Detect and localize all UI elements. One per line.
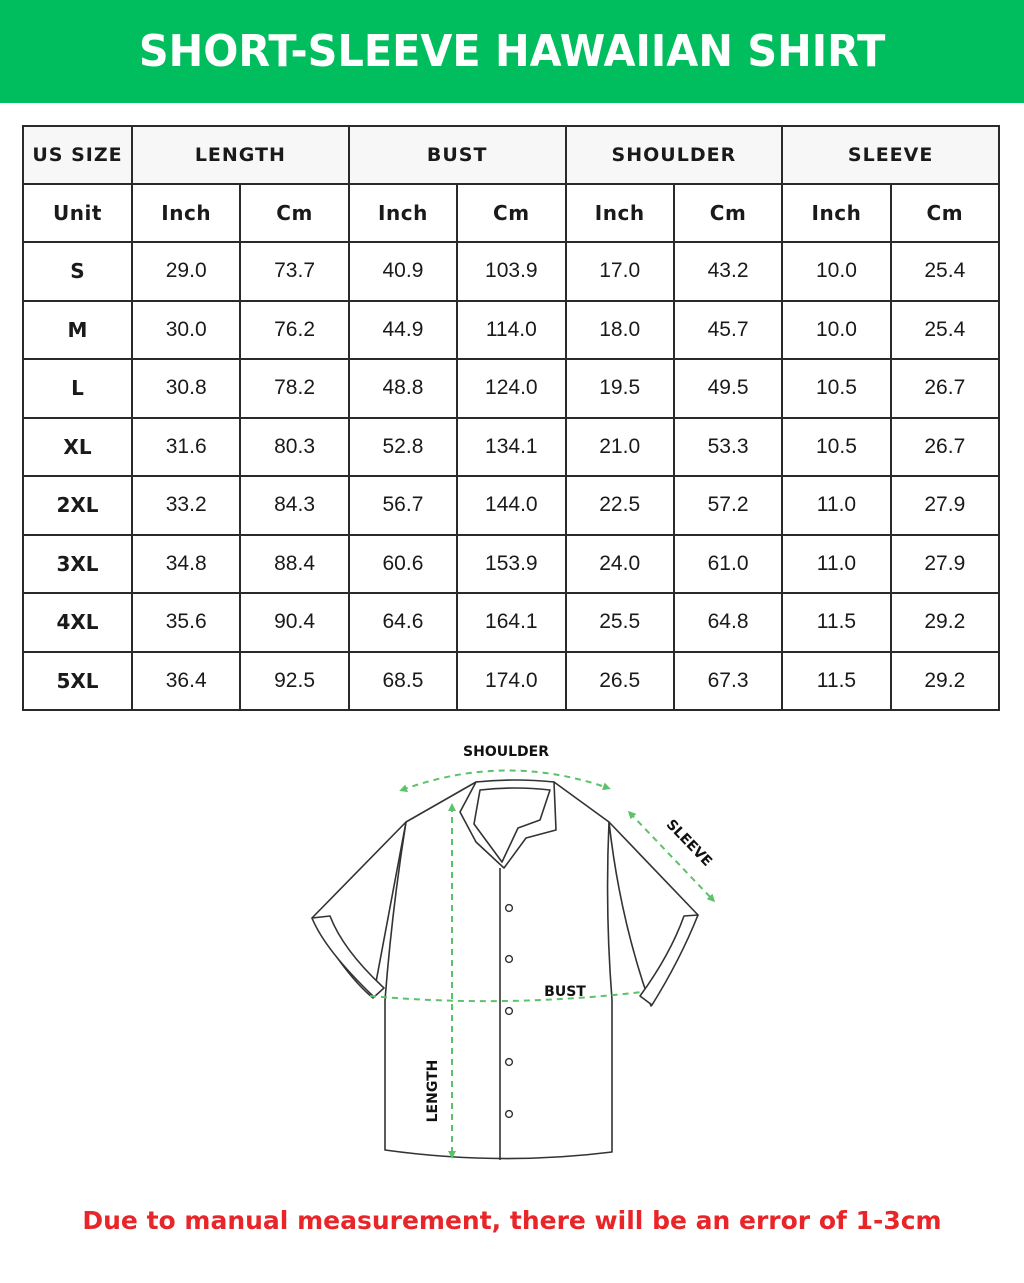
group-header-shoulder: SHOULDER	[566, 126, 783, 184]
measurement-value: 103.9	[457, 242, 565, 301]
unit-header-row	[23, 184, 999, 242]
measurement-value: 11.0	[782, 476, 890, 535]
group-header-bust: BUST	[349, 126, 566, 184]
measurement-value: 124.0	[457, 359, 565, 418]
size-row	[23, 418, 999, 477]
measurement-value: 56.7	[349, 476, 457, 535]
title-banner	[0, 0, 1024, 103]
measurement-value: 27.9	[891, 535, 999, 594]
measurement-value: 44.9	[349, 301, 457, 360]
measurement-value: 10.5	[782, 359, 890, 418]
measurement-value: 64.8	[674, 593, 782, 652]
measurement-value: 26.7	[891, 418, 999, 477]
measurement-value: 10.0	[782, 301, 890, 360]
measurement-value: 31.6	[132, 418, 240, 477]
measurement-value: 26.7	[891, 359, 999, 418]
measurement-value: 90.4	[240, 593, 348, 652]
measurement-value: 134.1	[457, 418, 565, 477]
measurement-value: 25.5	[566, 593, 674, 652]
shirt-button	[506, 905, 513, 912]
size-row	[23, 301, 999, 360]
shirt-button	[506, 956, 513, 963]
measurement-value: 76.2	[240, 301, 348, 360]
measurement-value: 52.8	[349, 418, 457, 477]
unit-header: Inch	[566, 184, 674, 242]
measurement-value: 11.5	[782, 593, 890, 652]
size-header: US SIZE	[23, 126, 132, 184]
measurement-value: 164.1	[457, 593, 565, 652]
size-row	[23, 242, 999, 301]
measurement-value: 29.2	[891, 652, 999, 711]
measurement-value: 29.0	[132, 242, 240, 301]
measurement-value: 45.7	[674, 301, 782, 360]
size-label: 3XL	[23, 535, 132, 594]
group-header-sleeve: SLEEVE	[782, 126, 999, 184]
shirt-measurement-diagram	[0, 720, 1024, 1190]
size-row	[23, 359, 999, 418]
unit-header: Cm	[674, 184, 782, 242]
group-header-row	[23, 126, 999, 184]
size-row	[23, 593, 999, 652]
measurement-value: 60.6	[349, 535, 457, 594]
measurement-value: 174.0	[457, 652, 565, 711]
measurement-value: 68.5	[349, 652, 457, 711]
shirt-button	[506, 1059, 513, 1066]
measurement-value: 19.5	[566, 359, 674, 418]
measurement-value: 43.2	[674, 242, 782, 301]
measurement-value: 25.4	[891, 242, 999, 301]
measurement-value: 153.9	[457, 535, 565, 594]
measurement-value: 29.2	[891, 593, 999, 652]
measurement-value: 67.3	[674, 652, 782, 711]
size-label: 4XL	[23, 593, 132, 652]
measurement-value: 40.9	[349, 242, 457, 301]
measurement-value: 73.7	[240, 242, 348, 301]
size-label: 2XL	[23, 476, 132, 535]
unit-header: Cm	[457, 184, 565, 242]
measurement-value: 53.3	[674, 418, 782, 477]
size-chart-table	[22, 125, 1000, 711]
measurement-value: 61.0	[674, 535, 782, 594]
unit-header: Inch	[349, 184, 457, 242]
measurement-value: 18.0	[566, 301, 674, 360]
group-header-length: LENGTH	[132, 126, 349, 184]
unit-header: Cm	[891, 184, 999, 242]
measurement-value: 10.0	[782, 242, 890, 301]
shirt-button	[506, 1111, 513, 1118]
measurement-error-note: Due to manual measurement, there will be an error of 1-3cm	[82, 1206, 942, 1235]
measurement-value: 36.4	[132, 652, 240, 711]
measurement-value: 30.8	[132, 359, 240, 418]
unit-header: Cm	[240, 184, 348, 242]
size-label: 5XL	[23, 652, 132, 711]
measurement-value: 25.4	[891, 301, 999, 360]
size-label: XL	[23, 418, 132, 477]
measurement-value: 33.2	[132, 476, 240, 535]
measurement-value: 80.3	[240, 418, 348, 477]
measurement-value: 57.2	[674, 476, 782, 535]
measurement-value: 22.5	[566, 476, 674, 535]
unit-label: Unit	[23, 184, 132, 242]
unit-header: Inch	[132, 184, 240, 242]
measurement-value: 24.0	[566, 535, 674, 594]
measurement-value: 27.9	[891, 476, 999, 535]
shoulder-label: SHOULDER	[463, 744, 549, 760]
size-label: M	[23, 301, 132, 360]
measurement-value: 10.5	[782, 418, 890, 477]
shirt-outline	[312, 780, 698, 1160]
measurement-value: 114.0	[457, 301, 565, 360]
measurement-value: 11.0	[782, 535, 890, 594]
measurement-value: 92.5	[240, 652, 348, 711]
measurement-value: 26.5	[566, 652, 674, 711]
measurement-value: 144.0	[457, 476, 565, 535]
measurement-value: 84.3	[240, 476, 348, 535]
measurement-value: 17.0	[566, 242, 674, 301]
size-label: L	[23, 359, 132, 418]
page-title: SHORT-SLEEVE HAWAIIAN SHIRT	[138, 26, 886, 77]
measurement-value: 30.0	[132, 301, 240, 360]
measurement-value: 11.5	[782, 652, 890, 711]
measurement-value: 34.8	[132, 535, 240, 594]
size-row	[23, 652, 999, 711]
measurement-value: 48.8	[349, 359, 457, 418]
measurement-value: 88.4	[240, 535, 348, 594]
sleeve-label: SLEEVE	[662, 816, 715, 870]
measurement-value: 64.6	[349, 593, 457, 652]
measurement-value: 78.2	[240, 359, 348, 418]
bust-label: BUST	[544, 984, 586, 1000]
size-row	[23, 476, 999, 535]
length-label: LENGTH	[425, 1059, 441, 1123]
shirt-button	[506, 1008, 513, 1015]
unit-header: Inch	[782, 184, 890, 242]
size-row	[23, 535, 999, 594]
measurement-value: 35.6	[132, 593, 240, 652]
size-label: S	[23, 242, 132, 301]
measurement-value: 21.0	[566, 418, 674, 477]
measurement-value: 49.5	[674, 359, 782, 418]
